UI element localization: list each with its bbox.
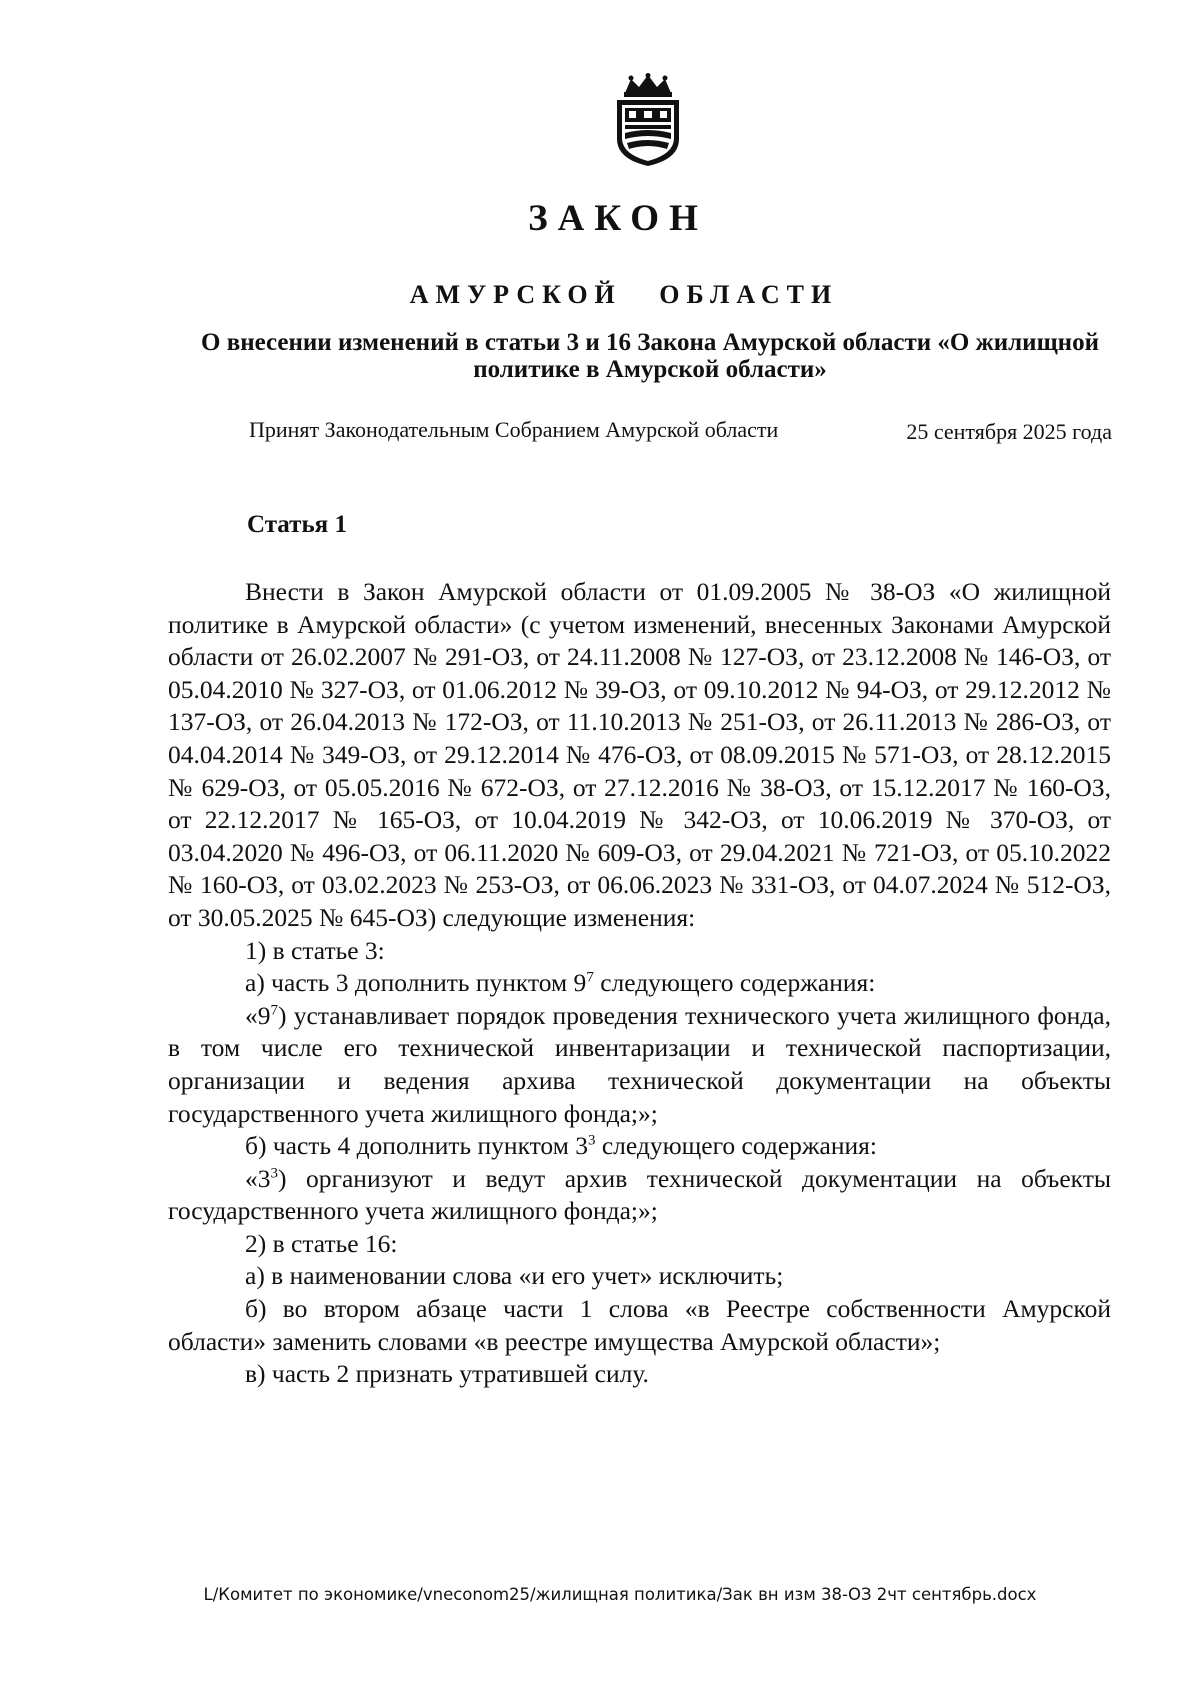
article-title: Статья 1 [247, 511, 347, 538]
item-1a-text: а) часть 3 дополнить пунктом 9 [245, 968, 587, 998]
law-subject: О внесении изменений в статьи 3 и 16 Закона Амурской области «О жилищной политике в Амурской области» [201, 329, 1099, 383]
intro-paragraph: Внести в Закон Амурской области от 01.09.2005 № 38-ОЗ «О жилищной политике в Амурской области» (с учетом изменений, внесенных Законами Амурской области от 26.02.2007 № 291-ОЗ, от 24.11.2008 № 127-ОЗ, от 23.12.2008 № 146-ОЗ, от 05.04.2010 № 327-ОЗ, от 01.06.2012 № 39-ОЗ, от 09.10.2012 № 94-ОЗ, от 29.12.2012 № 137-ОЗ, от 26.04.2013 № 172-ОЗ, от 11.10.2013 № 251-ОЗ, от 26.11.2013 № 286-ОЗ, от 04.04.2014 № 349-ОЗ, от 29.12.2014 № 476-ОЗ, от 08.09.2015 № 571-ОЗ, от 28.12.2015 № 629-ОЗ, от 05.05.2016 № 672-ОЗ, от 27.12.2016 № 38-ОЗ, от 15.12.2017 № 160-ОЗ, от 22.12.2017 № 165-ОЗ, от 10.04.2019 № 342-ОЗ, от 10.06.2019 № 370-ОЗ, от 03.04.2020 № 496-ОЗ, от 06.11.2020 № 609-ОЗ, от 29.04.2021 № 721-ОЗ, от 05.10.2022 № 160-ОЗ, от 03.02.2023 № 253-ОЗ, от 06.06.2023 № 331-ОЗ, от 04.07.2024 № 512-ОЗ, от 30.05.2025 № 645-ОЗ) следующие изменения: [168, 577, 1111, 932]
item-1b-quote [168, 1163, 1111, 1228]
adoption-date: 25 сентября 2025 года [906, 419, 1112, 444]
item-2c: в) часть 2 признать утратившей силу. [245, 1359, 649, 1389]
adopted-by-text: Принят Законодательным Собранием Амурской области [249, 417, 779, 442]
item-1b-superscript: 3 [587, 1132, 596, 1149]
item-1b-text: б) часть 4 дополнить пунктом 3 [245, 1131, 588, 1161]
amur-oblast-coat-of-arms-icon [611, 73, 685, 168]
item-1a-quote [168, 1000, 1111, 1130]
region-title: АМУРСКОЙ ОБЛАСТИ [409, 280, 839, 309]
item-1a-text-end: следующего содержания: [593, 968, 876, 998]
item-1a [168, 967, 1111, 1000]
item-1b-text-end: следующего содержания: [595, 1131, 877, 1161]
item-1b-quote-superscript: 3 [270, 1165, 278, 1182]
item-1b-quote-text: ) организуют и ведут архив технической документации на объекты государственного учета жилищного фонда;»; [168, 1163, 1111, 1226]
footer-file-path: L/Комитет по экономике/vneconom25/жилищная политика/Зак вн изм 38-ОЗ 2чт сентябрь.docx [203, 1585, 1037, 1604]
item-2-heading: 2) в статье 16: [245, 1228, 398, 1258]
item-1-heading: 1) в статье 3: [245, 935, 385, 965]
item-1a-superscript: 7 [586, 969, 594, 986]
item-2b: б) во втором абзаце части 1 слова «в Реестре собственности Амурской области» заменить словами «в реестре имущества Амурской области»; [168, 1294, 1111, 1356]
item-1a-quote-start: «9 [245, 1000, 271, 1030]
item-1a-quote-superscript: 7 [270, 1002, 278, 1019]
document-type-title: ЗАКОН [528, 198, 708, 239]
article-body [168, 576, 1111, 1391]
item-1b [168, 1130, 1111, 1163]
item-1b-quote-start: «3 [245, 1163, 271, 1193]
item-2a: а) в наименовании слова «и его учет» исключить; [245, 1261, 784, 1291]
item-1a-quote-text: ) устанавливает порядок проведения технического учета жилищного фонда, в том числе его технической инвентаризации и технической паспортизации, организации и ведения архива технической документации на объекты государственного учета жилищного фонда;»; [168, 1000, 1111, 1128]
